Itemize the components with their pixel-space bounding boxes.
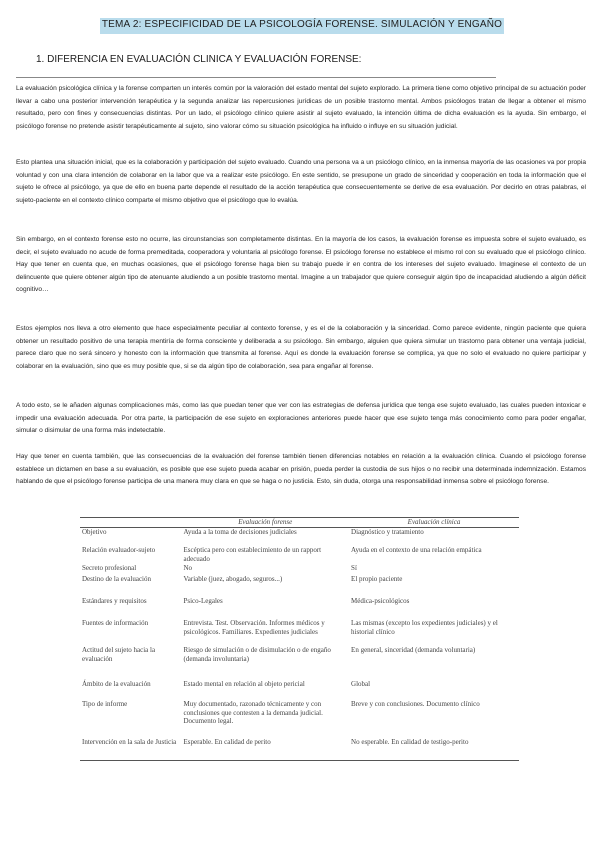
- table-cell-clinica: Breve y con conclusiones. Documento clínico: [351, 700, 480, 708]
- table-row: [80, 597, 519, 619]
- table-cell-clinica: Global: [351, 680, 371, 688]
- table-cell-forense: Entrevista. Test. Observación. Informes médicos y psicológicos. Familiares. Expedientes judiciales: [183, 619, 325, 636]
- table-cell-forense: No: [183, 564, 193, 572]
- section-divider: [16, 77, 496, 78]
- table-cell-criterion: Objetivo: [82, 528, 107, 536]
- table-cell-forense: Escéptica pero con establecimiento de un rapport adecuado: [183, 546, 322, 563]
- table-cell-forense: Muy documentado, razonado técnicamente y con conclusiones que contesten a la demanda judicial. Documento legal.: [183, 700, 323, 726]
- table-row: [80, 646, 519, 680]
- table-row: [80, 564, 519, 575]
- table-cell-clinica: No esperable. En calidad de testigo-perito: [349, 738, 519, 761]
- table-cell-forense: Psico-Legales: [183, 597, 223, 605]
- table-header-forense: Evaluación forense: [181, 518, 349, 528]
- table-cell-clinica: Ayuda en el contexto de una relación empática: [351, 546, 482, 554]
- table-header-row: [80, 518, 519, 528]
- table-cell-criterion: Relación evaluador-sujeto: [82, 546, 156, 554]
- table-row: [80, 680, 519, 700]
- table-cell-criterion: Tipo de informe: [82, 700, 128, 708]
- table-cell-criterion: Intervención en la sala de Justicia: [80, 738, 181, 761]
- table-cell-forense: Esperable. En calidad de perito: [181, 738, 349, 761]
- paragraph-5: A todo esto, se le añaden algunas complicaciones más, como las que puedan tener que ver con las estrategias de defensa jurídica que tenga ese sujeto evaluado, las cuales pueden intoxicar e impedir una evaluación adecuada. Por otra parte, la participación de ese sujeto en exploraciones anteriores puede hacer que ese sujeto tenga más conocimiento como para poder engañar, simular o disimular de una forma más indetectable.: [16, 402, 586, 435]
- table-cell-forense: Variable (juez, abogado, seguros...): [183, 575, 283, 583]
- table-cell-criterion: Estándares y requisitos: [82, 597, 147, 605]
- paragraph-2: Esto plantea una situación inicial, que es la colaboración y participación del sujeto evaluado. Cuando una persona va a un psicólogo clínico, en la inmensa mayoría de las ocasiones va por propia voluntad y con una clara intención de colaborar en la labor que va a realizar este psicólogo. En este sentido, se presupone un grado de sinceridad y cooperación en toda la información que el sujeto le ofrece al psicólogo, ya que de ello en buena parte depende el resultado de la acción terapéutica que consecuentemente se derive de esa evaluación. Por decirlo en otras palabras, el sujeto-paciente en el contexto clínico comparte el mismo objetivo que el psicólogo que lo evalúa.: [16, 159, 586, 204]
- table-row: [80, 738, 519, 761]
- page-header-title: TEMA 2: ESPECIFICIDAD DE LA PSICOLOGÍA FORENSE. SIMULACIÓN Y ENGAÑO: [101, 19, 503, 30]
- table-cell-criterion: Secreto profesional: [82, 564, 137, 572]
- paragraph-1: La evaluación psicológica clínica y la forense comparten un interés común por la valoración del estado mental del sujeto explorado. La primera tiene como objetivo principal de su actuación poder llevar a cabo una posterior intervención terapéutica y la segunda analizar las repercusiones jurídicas de un posible trastorno mental. Ambos psicólogos tratan de llegar a obtener el mismo resultado, pero con fines y consecuencias distintas. Por un lado, el psicólogo clínico quiere asistir al sujeto evaluado, la intención última de dicha evaluación es la ayuda. Sin embargo, el psicólogo forense no pretende asistir terapéuticamente al sujeto, sino valorar cómo su situación psicológica ha influido o influye en su situación judicial.: [16, 85, 586, 130]
- table-cell-forense: Estado mental en relación al objeto pericial: [183, 680, 305, 688]
- comparison-table: [80, 517, 519, 761]
- table-header-cell: [80, 518, 181, 528]
- table-row: [80, 528, 519, 547]
- table-cell-criterion: Ámbito de la evaluación: [82, 680, 151, 688]
- paragraph-3: Sin embargo, en el contexto forense esto no ocurre, las circunstancias son completamente distintas. En la mayoría de los casos, la evaluación forense es impuesta sobre el sujeto evaluado, es decir, el sujeto evaluado no acude de forma premeditada, cooperadora y voluntaria al psicólogo forense. El psicólogo forense no establece el mismo rol con su evaluado que el psicólogo clínico. Hay que tener en cuenta que, en muchas ocasiones, que el psicólogo forense haga bien su trabajo puede ir en contra de los intereses del sujeto evaluado. Imaginese el contexto de un delincuente que quiere obtener algún tipo de atenuante aludiendo a un posible trastorno mental. Imagine a un trabajador que quiere conseguir algún tipo de incapacidad aludiendo a algún déficit cognitivo…: [16, 236, 586, 294]
- table-cell-criterion: Fuentes de información: [82, 619, 149, 627]
- table-cell-clinica: Diagnóstico y tratamiento: [351, 528, 424, 536]
- section-title: 1. DIFERENCIA EN EVALUACIÓN CLINICA Y EVALUACIÓN FORENSE:: [36, 54, 362, 65]
- paragraph-4: Estos ejemplos nos lleva a otro elemento que hace especialmente peculiar al contexto forense, y es el de la colaboración y la sinceridad. Como parece evidente, ningún paciente que quiera obtener un resultado positivo de una terapia mentiría de forma consciente y deliberada a su psicólogo. Sin embargo, alguien que quiera simular un trastorno para obtener una ventaja judicial, parece claro que no será sincero y honesto con la información que transmita al forense. Aquí es donde la evaluación forense se complica, ya que no solo el evaluado no quiere participar y colaborar en la evaluación, sino que es muy posible que, si se da algún tipo de colaboración, sea para engañar al forense.: [16, 325, 586, 370]
- table-cell-forense: Riesgo de simulación o de disimulación o de engaño (demanda involuntaria): [183, 646, 331, 663]
- table-row: [80, 546, 519, 564]
- table-cell-clinica: El propio paciente: [351, 575, 403, 583]
- table-cell-forense: Ayuda a la toma de decisiones judiciales: [183, 528, 297, 536]
- table-cell-clinica: En general, sinceridad (demanda voluntaria): [351, 646, 476, 654]
- table-row: [80, 619, 519, 646]
- table-row: [80, 575, 519, 597]
- table-cell-criterion: Actitud del sujeto hacia la evaluación: [82, 646, 156, 663]
- table-row: [80, 700, 519, 738]
- table-cell-clinica: Las mismas (excepto los expedientes judiciales) y el historial clínico: [351, 619, 498, 636]
- table-cell-criterion: Destino de la evaluación: [82, 575, 152, 583]
- paragraph-6: Hay que tener en cuenta también, que las consecuencias de la evaluación del forense también tienen diferencias notables en relación a la evaluación clínica. Cuando el psicólogo forense establece un dictamen en base a su evaluación, es posible que ese sujeto pueda acabar en prisión, pueda perder la custodia de sus hijos o no recibir una determinada indemnización. Estamos hablando de que el psicólogo forense participa de una manera muy clara en que se haga o no justicia. Esto, sin duda, otorga una responsabilidad inmensa sobre el psicólogo forense.: [16, 453, 586, 486]
- table-header-clinica: Evaluación clínica: [349, 518, 519, 528]
- table-cell-clinica: Sí: [351, 564, 357, 572]
- table-cell-clinica: Médica-psicológicos: [351, 597, 410, 605]
